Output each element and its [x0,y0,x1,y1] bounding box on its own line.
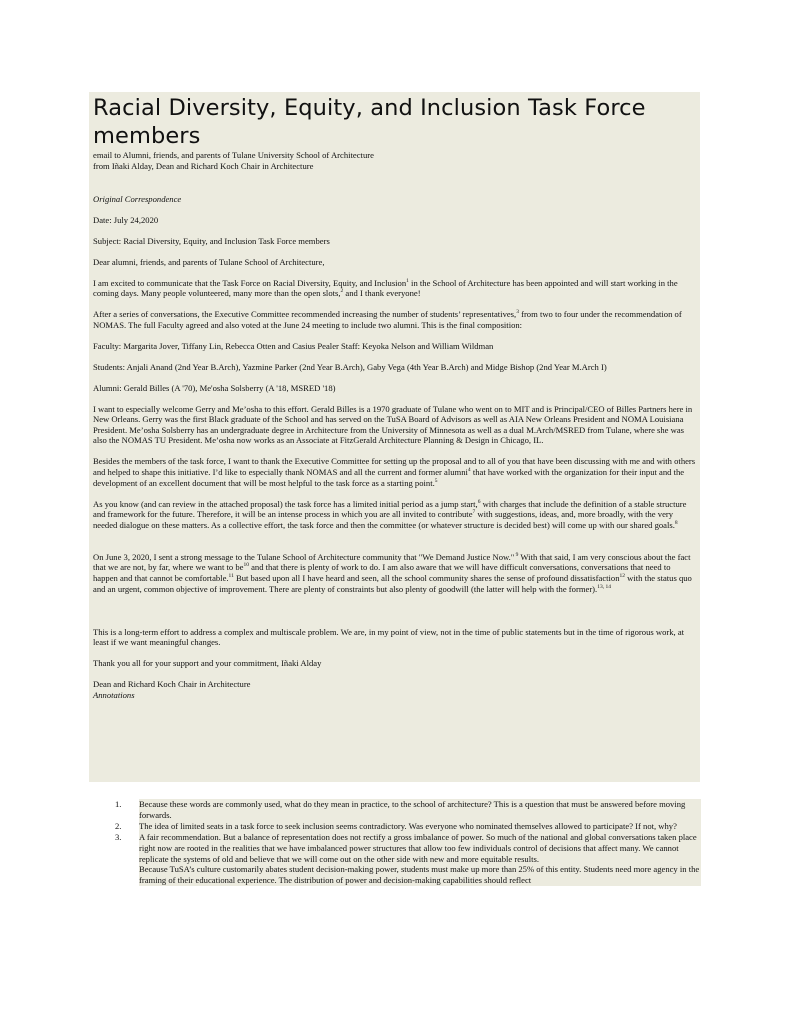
paragraph-long-term: This is a long-term effort to address a complex and multiscale problem. We are, in my point of view, not in the time of public statements but in the time of rigorous work, at least if we want meaningful changes. [93,626,685,648]
footnote-marker: 5 [434,477,438,484]
footnote-marker: 10 [243,562,249,569]
annotation-item [112,821,701,832]
footnote-marker: 8 [674,519,678,526]
annotation-text: Because these words are commonly used, what do they mean in practice, to the school of architecture? This is a question that must be answered before moving forwards. [139,799,701,821]
footnote-marker: 7 [472,509,476,516]
paragraph-composition-intro: After a series of conversations, the Executive Committee recommended increasing the number of students’ representatives,$^3$ from two to four under the recommendation of NOMAS. The full Faculty agreed and also voted at the June 24 meeting to include two alumni. This is the final composition: [93,309,682,330]
paragraph-announcement: I am excited to communicate that the Task Force on Racial Diversity, Equity, and Inclusion$^1$ in the School of Architecture has been appointed and will start working in the coming days. Many people volunteered, many more than the open slots,$^2$ and I thank everyone! [93,277,678,299]
footnote-marker: 2 [340,288,344,295]
footnote-marker: 4 [467,467,471,474]
annotation-text: A fair recommendation. But a balance of representation does not rectify a gross imbalance of power. So much of the national and global conversations taken place right now are rooted in the realities that we have imbalanced power structures that allow too few individuals control of decisions that affect many. We cannot replicate the systems of old and believe that we will come out on the other side with new and more equitable results. [139,832,701,865]
footnote-marker: 11 [228,573,234,580]
annotation-item [112,799,701,821]
footnote-marker: 13, 14 [597,583,611,590]
footnote-marker: 12 [619,573,626,580]
annotation-number: 2. [115,820,122,831]
footnote-marker: 6 [477,498,481,505]
paragraph-thanks: Besides the members of the task force, I want to thank the Executive Committee for setting up the proposal and to all of you that have been discussing with me and with others and helped to shape this initiative. I’d like to especially thank NOMAS and all the current and former alumni$^4$ that have worked with the organization for their input and the development of an excellent document that will be most helpful to the task force as a starting point.$^5$ [93,456,696,488]
signature-title: Dean and Richard Koch Chair in Architecture [93,679,251,690]
annotation-item [112,832,701,887]
student-members: Students: Anjali Anand (2nd Year B.Arch), Yazmine Parker (2nd Year B.Arch), Gaby Vega (4th Year B.Arch) and Midge Bishop (2nd Year M.Arch I) [93,361,607,372]
paragraph-process: As you know (and can review in the attached proposal) the task force has a limited initial period as a jump start,$^6$ with charges that include the definition of a stable structure and framework for the future. Therefore, it will be an intense process in which you are all invited to contribute$^7$ with suggestions, ideas, and, more broadly, with the very needed dialogue on these matters. As a collective effort, the task force and then the committee (or whatever structure is decided best) will come up with our shared goals.$^8$ [93,498,687,530]
email-subject: Subject: Racial Diversity, Equity, and Inclusion Task Force members [93,235,330,246]
paragraph-welcome: I want to especially welcome Gerry and Me’osha to this effort. Gerald Billes is a 1970 graduate of Tulane who went on to MIT and is Principal/CEO of Billes Partners here in New Orleans. Gerry was the first Black graduate of the School and has served on the TuSA Board of Advisors as well as AIA New Orleans President and NOMA Louisiana President. Me’osha Solsberry has an undergraduate degree in Architecture from the University of Minnesota as well as a dual M.Arch/MSRED from Tulane, where she was also the NOMAS TU President. Me’osha now works as an Associate at FitzGerald Architecture Planning & Design in Chicago, IL. [93,403,693,446]
annotation-continuation: Because TuSA’s culture customarily abates student decision-making power, students must make up more than 25% of this entity. Students need more agency in the framing of their educational experience. The distribution of power and decision-making capabilities should reflect [139,864,700,886]
email-sender-line: from Iñaki Alday, Dean and Richard Koch Chair in Architecture [93,160,314,171]
page-title: Racial Diversity, Equity, and Inclusion Task Force members [93,95,646,149]
footnote-marker: 3 [516,309,519,316]
annotation-text: The idea of limited seats in a task force to seek inclusion seems contradictory. Was everyone who nominated themselves allowed to participate? If not, why? [139,821,701,832]
annotations-list [112,799,701,913]
annotation-number: 1. [115,799,122,809]
paragraph-justice: On June 3, 2020, I sent a strong message to the Tulane School of Architecture community that "We Demand Justice Now." $^9$ With that said, I am very conscious about the fact that we are not, by far, where we want to $be^{10}$ and that there is plenty of work to do. I am also aware that we will have difficult conversations, conversations that need to happen and that cannot be comfortable.$^{11}$ But based upon all I have heard and seen, all the school community shares the sense of profound dissatisfaction$^{12}$ with the status quo and an urgent, common objective of improvement. There are plenty of constraints but also plenty of goodwill (the latter will help with the former).$^{13, 14}$ [93,551,692,594]
original-correspondence-label: Original Correspondence [93,193,182,204]
annotation-number: 3. [115,831,122,842]
alumni-members: Alumni: Gerald Billes (A '70), Me'osha Solsberry (A '18, MSRED '18) [93,382,336,393]
annotations-label: Annotations [93,689,135,700]
email-greeting: Dear alumni, friends, and parents of Tulane School of Architecture, [93,256,325,267]
email-date: Date: July 24,2020 [93,214,159,225]
closing-line: Thank you all for your support and your commitment, Iñaki Alday [93,658,322,669]
footnote-marker: 9 [514,551,519,558]
faculty-members: Faculty: Margarita Jover, Tiffany Lin, Rebecca Otten and Casius Pealer Staff: Keyoka Nelson and William Wildman [93,340,494,351]
email-panel [89,92,700,782]
email-recipient-line: email to Alumni, friends, and parents of Tulane University School of Architecture [93,150,374,160]
footnote-marker: 1 [406,277,409,284]
